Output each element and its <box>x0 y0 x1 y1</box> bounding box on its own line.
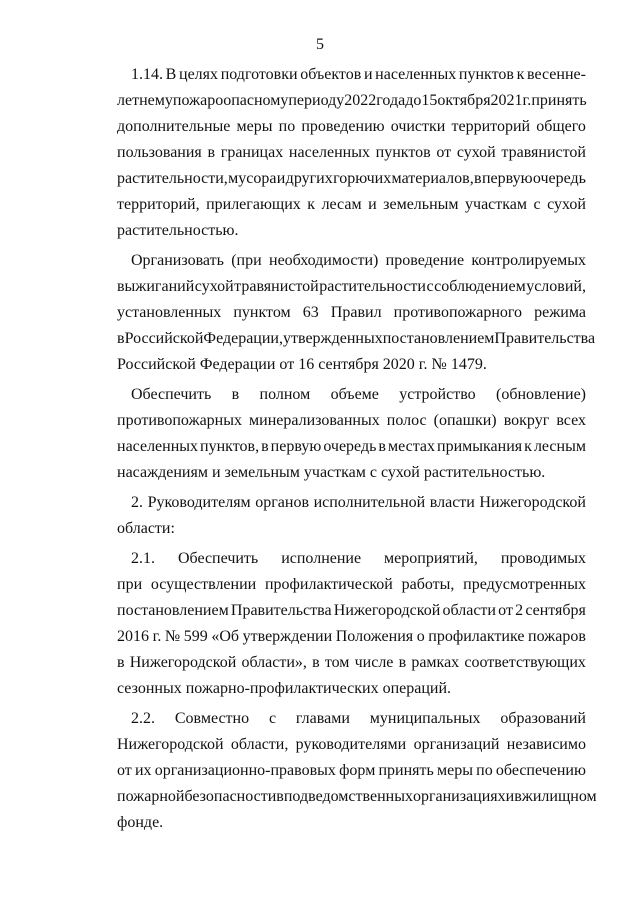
paragraph-line: установленных пунктом 63 Правил противопожарного режима <box>117 304 586 321</box>
paragraph-line: противопожарных минерализованных полос (опашки) вокруг всех <box>117 412 586 429</box>
paragraph <box>117 62 586 244</box>
paragraph <box>117 546 586 702</box>
paragraph-line: Обеспечить в полном объеме устройство (обновление) <box>131 386 586 403</box>
paragraph-line: области: <box>117 520 175 537</box>
page-number: 5 <box>316 36 324 53</box>
paragraph-line: населенных пунктов, в первую очередь в местах примыкания к лесным <box>117 438 586 455</box>
paragraph <box>117 382 586 486</box>
paragraph-line: пожарной безопасности в подведомственных организациях и в жилищном <box>117 788 597 805</box>
paragraph-line: летнему пожароопасному периоду 2022 года до 15 октября 2021 г. принять <box>117 92 587 109</box>
paragraph-line: 2.1. Обеспечить исполнение мероприятий, проводимых <box>131 550 586 567</box>
paragraph-line: сезонных пожарно-профилактических операций. <box>117 680 452 697</box>
paragraph-line: выжиганий сухой травянистой растительности с соблюдением условий, <box>117 278 586 295</box>
paragraph-line: Нижегородской области, руководителями организаций независимо <box>117 736 586 753</box>
paragraph-line: в Нижегородской области», в том числе в рамках соответствующих <box>117 654 586 671</box>
paragraph-line: 1.14. В целях подготовки объектов и населенных пунктов к весенне- <box>131 66 586 83</box>
paragraph-line: фонде. <box>117 814 164 831</box>
paragraph-line: Российской Федерации от 16 сентября 2020 г. № 1479. <box>117 356 487 373</box>
paragraph-line: постановлением Правительства Нижегородской области от 2 сентября <box>117 602 586 619</box>
paragraph-line: 2.2. Совместно с главами муниципальных образований <box>131 710 586 727</box>
paragraph-line: дополнительные меры по проведению очистки территорий общего <box>117 118 586 135</box>
paragraph-line: 2016 г. № 599 «Об утверждении Положения о профилактике пожаров <box>117 628 586 645</box>
paragraph <box>117 248 596 378</box>
paragraph-line: растительностью. <box>117 222 239 239</box>
document-body <box>117 62 597 836</box>
paragraph-line: насаждениям и земельным участкам с сухой растительностью. <box>117 464 546 481</box>
paragraph-line: растительности, мусора и других горючих материалов, в первую очередь <box>117 170 586 187</box>
paragraph <box>117 490 586 542</box>
paragraph <box>117 706 597 836</box>
paragraph-line: территорий, прилегающих к лесам и земельным участкам с сухой <box>117 196 586 213</box>
paragraph-line: при осуществлении профилактической работы, предусмотренных <box>117 576 586 593</box>
paragraph-line: пользования в границах населенных пунктов от сухой травянистой <box>117 144 586 161</box>
paragraph-line: 2. Руководителям органов исполнительной власти Нижегородской <box>131 494 586 511</box>
paragraph-line: Организовать (при необходимости) проведение контролируемых <box>131 252 586 269</box>
paragraph-line: в Российской Федерации, утвержденных постановлением Правительства <box>117 330 596 347</box>
paragraph-line: от их организационно-правовых форм принять меры по обеспечению <box>117 762 586 779</box>
